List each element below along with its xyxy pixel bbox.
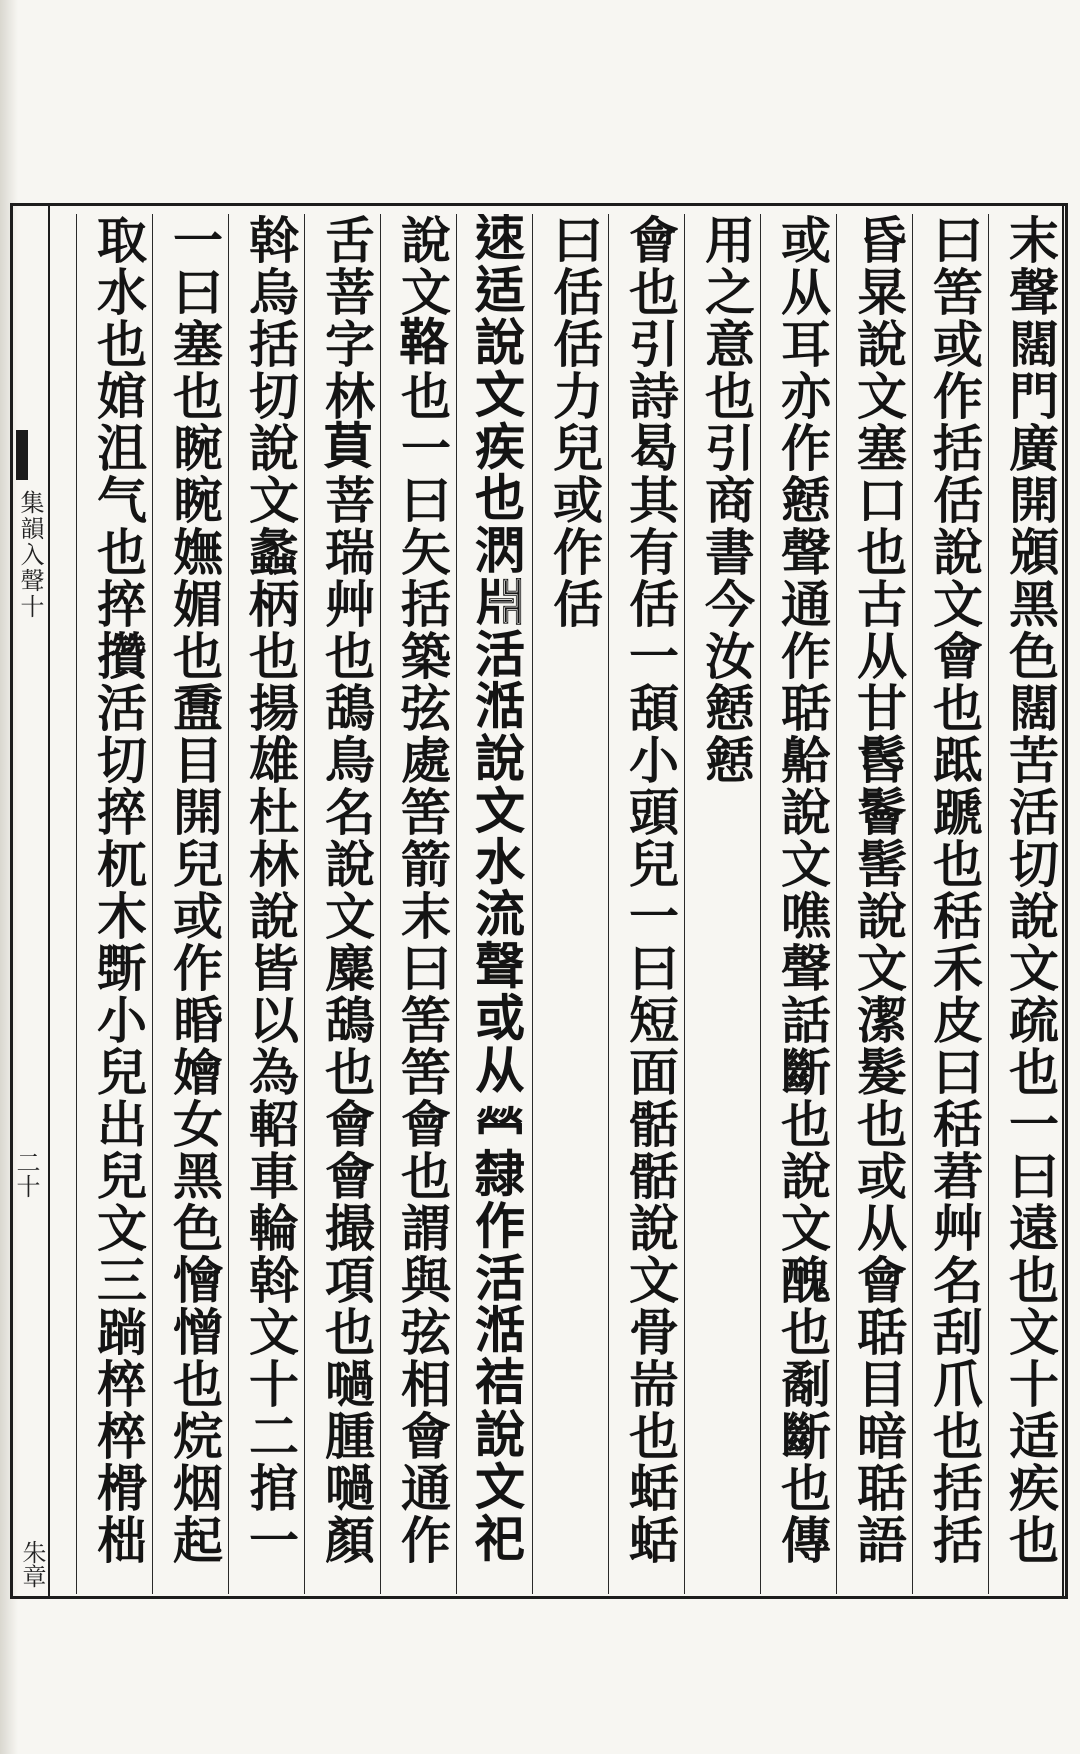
column-text: 說文𩊚也一曰矢括築弦處筈箭末曰筈筈會也謂與弦相會通作 (393, 214, 452, 1566)
column-text: 末聲闊門廣開䫄黑色闊苦活切說文疏也一曰遠也文十适疾也 (1001, 214, 1060, 1566)
column-text: 𨒪适說文疾也㴸𣶒活湉說文水流聲或从𤇾隸作活湉祮說文祀 (469, 214, 528, 1566)
text-column-5 (684, 214, 760, 1594)
text-column-9 (380, 214, 456, 1594)
text-column-11 (228, 214, 304, 1594)
column-text: 斡烏括切說文蠡柄也揚雄杜林說皆以為軺車輪斡文十二捾一 (241, 214, 300, 1566)
column-text: 昏㫧說文塞口也古从甘䯺鬠髺說文潔髮也或从會聒目暗聒語 (849, 214, 908, 1566)
column-text: 取水也婠沮气也捽攢活切捽杌木斲小兒出兒文三䠀椊椊榾柮 (89, 214, 148, 1566)
text-column-1 (988, 214, 1064, 1594)
text-column-10 (304, 214, 380, 1594)
column-text: 或从耳亦作懖聲通作聒䶎說文噍聲話斷也說文醜也劀斷也傳 (773, 214, 832, 1566)
column-text: 舌菩字林𦮷菩瑞艸也鴰鳥名說文麋鴰也會會撮項也㗻腫㗻顏 (317, 214, 376, 1566)
text-column-6 (608, 214, 684, 1594)
column-text: 用之意也引商書今汝懖懖 (697, 214, 756, 786)
column-text: 一曰塞也睕睕嫵媚也䀉目開兒或作睧嬒女黑色懀憎也烷烟起 (165, 214, 224, 1566)
fish-tail-marker (16, 430, 28, 480)
column-text: 會也引詩曷其有佸一頢小頭兒一曰短面䯏䯏說文骨耑也蛞蛞 (621, 214, 680, 1566)
collector-seal: 朱章 (18, 1540, 46, 1588)
margin-book-title: 集韻入聲十 (16, 490, 44, 620)
text-column-3 (836, 214, 912, 1594)
text-column-12 (152, 214, 228, 1594)
margin-page-number: 二十 (12, 1150, 40, 1198)
text-column-2 (912, 214, 988, 1594)
text-column-4 (760, 214, 836, 1594)
text-column-8 (456, 214, 532, 1594)
text-column-13 (76, 214, 152, 1594)
column-text: 曰佸佸力兒或作佸 (545, 214, 604, 630)
text-column-7 (532, 214, 608, 1594)
column-text: 曰筈或作括佸說文會也䟡蹏也秳禾皮曰秳莙艸名刮爪也括括 (925, 214, 984, 1566)
